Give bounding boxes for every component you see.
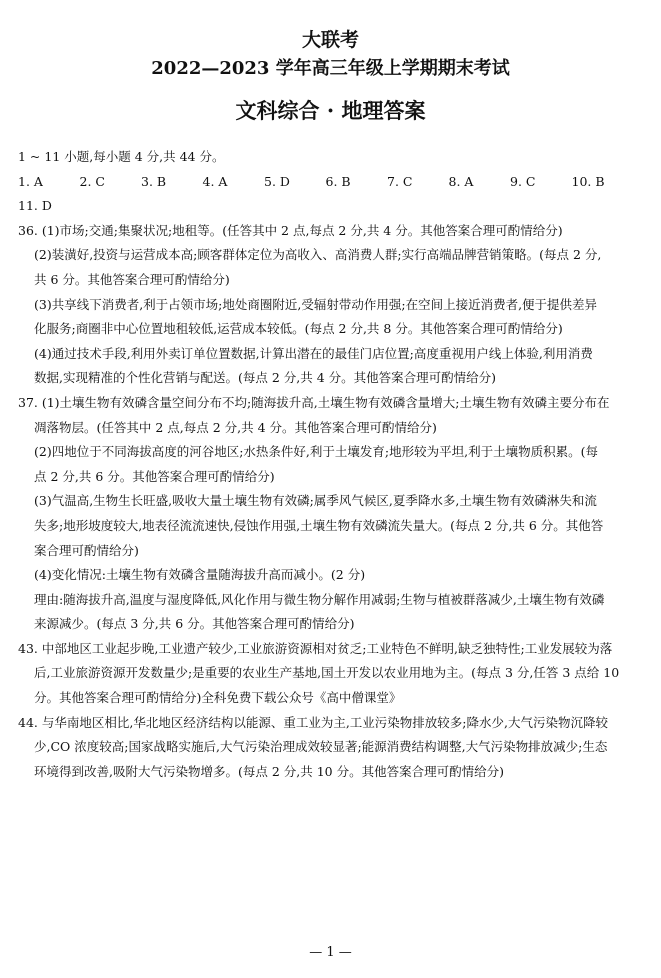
q36-part4-line2: 数据,实现精准的个性化营销与配送。(每点 2 分,共 4 分。其他答案合理可酌情给分) [34,370,497,386]
q37-part3-line2: 失多;地形坡度较大,地表径流流速快,侵蚀作用强,土壤生物有效磷流失量大。(每点 2 分,共 6 分。其他答 [34,517,604,533]
q37-reason-line2: 来源减少。(每点 3 分,共 6 分。其他答案合理可酌情给分) [34,616,355,632]
page-number: — 1 — [309,945,352,960]
mc-answer: 9. C [510,173,536,189]
q44-line3: 环境得到改善,吸附大气污染物增多。(每点 2 分,共 10 分。其他答案合理可酌情给分) [34,763,504,779]
q36-part2-line2: 共 6 分。其他答案合理可酌情给分) [34,271,230,287]
q43-line1: 43. 中部地区工业起步晚,工业遗产较少,工业旅游资源相对贫乏;工业特色不鲜明,缺乏独特性;工业发展较为落 [18,640,613,656]
mc-answer: 5. D [264,173,290,189]
mc-answer: 4. A [202,173,228,189]
q36-part1: 36. (1)市场;交通;集聚状况;地租等。(任答其中 2 点,每点 2 分,共 4 分。其他答案合理可酌情给分) [18,222,563,238]
answer-content [18,145,645,784]
mc-answer: 3. B [141,173,167,189]
q37-part4: (4)变化情况:土壤生物有效磷含量随海拔升高而减小。(2 分) [34,567,366,583]
q36-part2-line1: (2)装潢好,投资与运营成本高;顾客群体定位为高收入、高消费人群;实行高端品牌营销策略。(每点 2 分, [34,247,602,263]
mc-answer: 10. B [571,173,605,189]
q37-part3-line3: 案合理可酌情给分) [34,542,139,558]
exam-name: 大联考 [301,29,359,51]
mc-answer-last: 11. D [18,198,52,214]
mc-answer: 8. A [448,173,474,189]
q37-part2-line1: (2)四地位于不同海拔高度的河谷地区;水热条件好,利于土壤发育;地形较为平坦,利于土壤物质积累。(每 [34,444,598,460]
mc-answer-row [18,170,645,195]
mc-answer: 2. C [79,173,105,189]
mc-answer: 1. A [18,173,43,189]
q36-part4-line1: (4)通过技术手段,利用外卖订单位置数据,计算出潜在的最佳门店位置;高度重视用户线上体验,利用消费 [34,345,593,361]
q43-line2: 后,工业旅游资源开发数量少;是重要的农业生产基地,国土开发以农业用地为主。(每点 3 分,任答 3 点给 10 [34,665,620,681]
subject-title: 文科综合 · 地理答案 [235,98,426,123]
q43-line3: 分。其他答案合理可酌情给分)全科免费下载公众号《高中僧课堂》 [34,690,402,706]
q44-line1: 44. 与华南地区相比,华北地区经济结构以能源、重工业为主,工业污染物排放较多;降水少,大气污染物沉降较 [18,714,608,730]
mc-summary: 1 ~ 11 小题,每小题 4 分,共 44 分。 [18,149,225,164]
q37-part1-line2: 凋落物层。(任答其中 2 点,每点 2 分,共 4 分。其他答案合理可酌情给分) [34,419,437,435]
q37-part3-line1: (3)气温高,生物生长旺盛,吸收大量土壤生物有效磷;属季风气候区,夏季降水多,土壤生物有效磷淋失和流 [34,493,597,509]
q37-reason-line1: 理由:随海拔升高,温度与湿度降低,风化作用与微生物分解作用减弱;生物与植被群落减少,土壤生物有效磷 [34,591,605,607]
mc-answer: 6. B [325,173,351,189]
q44-line2: 少,CO 浓度较高;国家战略实施后,大气污染治理成效较显著;能源消费结构调整,大气污染物排放减少;生态 [34,739,608,755]
q37-part1-line1: 37. (1)土壤生物有效磷含量空间分布不均;随海拔升高,土壤生物有效磷含量增大;土壤生物有效磷主要分布在 [18,394,610,410]
q36-part3-line1: (3)共享线下消费者,利于占领市场;地处商圈附近,受辐射带动作用强;在空间上接近消费者,便于提供差异 [34,296,598,312]
q36-part3-line2: 化服务;商圈非中心位置地租较低,运营成本较低。(每点 2 分,共 8 分。其他答案合理可酌情给分) [34,321,563,337]
mc-answer: 7. C [387,173,413,189]
q37-part2-line2: 点 2 分,共 6 分。其他答案合理可酌情给分) [34,468,275,484]
exam-term: 2022—2023 学年高三年级上学期期末考试 [151,58,510,79]
